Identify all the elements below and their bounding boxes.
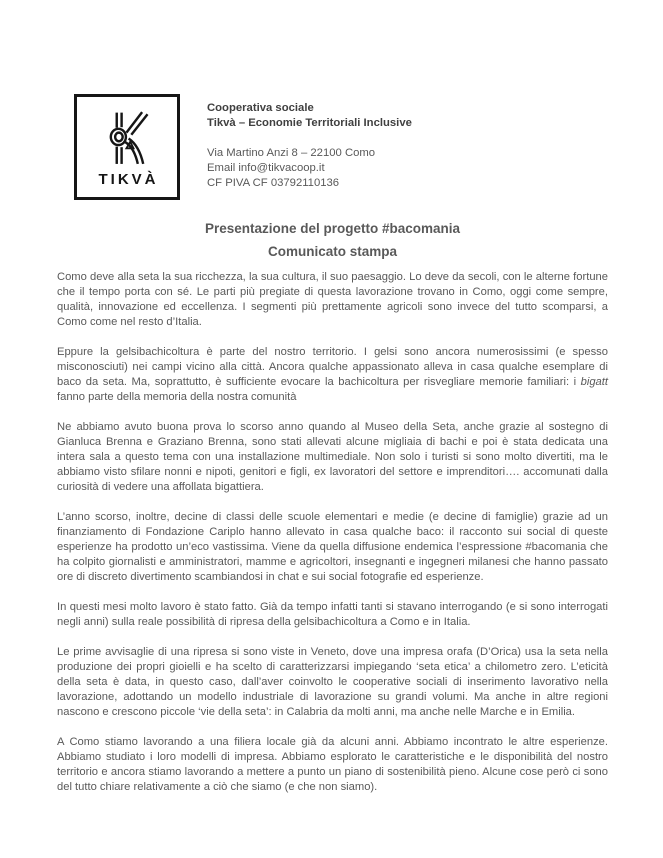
paragraph <box>57 645 608 720</box>
text-run: In questi mesi molto lavoro è stato fatto. Già da tempo infatti tanti si stavano interrogando (e si sono interrogati negli anni) sulla reale possibilità di ripresa della gelsibachicoltura a Como e in Italia. <box>57 601 608 628</box>
org-address: Via Martino Anzi 8 – 22100 Como <box>207 147 376 159</box>
spacer <box>207 131 412 146</box>
org-vat: CF PIVA CF 03792110136 <box>207 177 340 189</box>
logo-wordmark: TIKVÀ <box>98 171 159 188</box>
document-title <box>57 217 608 263</box>
paragraph <box>57 420 608 495</box>
text-run: Ne abbiamo avuto buona prova lo scorso anno quando al Museo della Seta, anche grazie al sostegno di Gianluca Brenna e Graziano Brenna, sono stati allevati alcune migliaia di bachi e poi è stata dedicata una intera sala a questo tema con una installazione multimediale. Non solo i turisti si sono molto divertiti, ma le abbiamo visto sfilare nonni e nipoti, genitori e figli, ex lavoratori del settore e imprenditori…. accomunati dalla curiosità di vedere una affollata bigattiera. <box>57 421 608 493</box>
org-name: Tikvà – Economie Territoriali Inclusive <box>207 117 412 129</box>
paragraph <box>57 735 608 795</box>
org-email: Email info@tikvacoop.it <box>207 162 325 174</box>
text-run: Le prime avvisaglie di una ripresa si sono viste in Veneto, dove una impresa orafa (D’Orica) usa la seta nella produzione dei propri gioielli e ha scelto di caratterizzarsi impiegando ‘seta etica’ a chilometro zero. L’eticità della seta è data, in questo caso, dall’aver coinvolto le cooperative sociali di inserimento lavorativo nella lavorazione, adottando un modello industriale di lavorazione su grandi volumi. Ma anche in altre regioni nascono e crescono piccole ‘vie della seta’: in Calabria da molti anni, ma anche nelle Marche e in Emilia. <box>57 646 608 718</box>
paragraph <box>57 270 608 330</box>
tikva-logo <box>74 94 180 200</box>
title-project: Presentazione del progetto #bacomania <box>204 221 461 236</box>
org-info-block <box>207 101 412 191</box>
tikva-knot-monogram-icon <box>100 110 154 166</box>
text-run: Como deve alla seta la sua ricchezza, la sua cultura, il suo paesaggio. Lo deve da secoli, con le alterne fortune che il tempo porta con sé. Le parti più pregiate di questa lavorazione trovano in Como, oggi come sempre, qualità, innovazione ed eccellenza. I segmenti più prettamente agricoli sono invece del tutto scomparsi, a Como come nel resto d’Italia. <box>57 271 608 328</box>
paragraph <box>57 345 608 405</box>
text-run: Eppure la gelsibachicoltura è parte del nostro territorio. I gelsi sono ancora numerosissimi (e spesso misconosciuti) nei campi vicino alla città. Ancora qualche appassionato alleva in casa qualche esemplare di baco da seta. Ma, soprattutto, è sufficiente evocare la bachicoltura per risvegliare memorie familiari: i <box>57 346 608 388</box>
text-run: A Como stiamo lavorando a una filiera locale già da alcuni anni. Abbiamo incontrato le altre esperienze. Abbiamo studiato i loro modelli di impresa. Abbiamo esplorato le caratteristiche e le disponibilità del nostro territorio e ancora stiamo lavorando a mettere a punto un piano di sostenibilità pieno. Alcune cose però ci sono del tutto chiare relativamente a ciò che siamo (e che non siamo). <box>57 736 608 793</box>
org-type: Cooperativa sociale <box>207 102 314 114</box>
document-body <box>57 270 608 810</box>
paragraph <box>57 510 608 585</box>
italic-text-run: bigatt <box>580 376 608 388</box>
text-run: fanno parte della memoria della nostra comunità <box>57 391 297 403</box>
text-run: L’anno scorso, inoltre, decine di classi delle scuole elementari e medie (e decine di famiglie) grazie ad un finanziamento di Fondazione Cariplo hanno allevato in casa qualche baco: il racconto sui social di queste esperienze ha prodotto un’eco vastissima. Viene da quella diffusione endemica l’espressione #bacomania che ha colpito giornalisti e amministratori, mamme e agricoltori, insegnanti e ingegneri milanesi che hanno passato ore di discreto divertimento scambiandosi in chat e sui social fotografie ed esperienze. <box>57 511 608 583</box>
paragraph <box>57 600 608 630</box>
title-press-release: Comunicato stampa <box>267 244 398 259</box>
